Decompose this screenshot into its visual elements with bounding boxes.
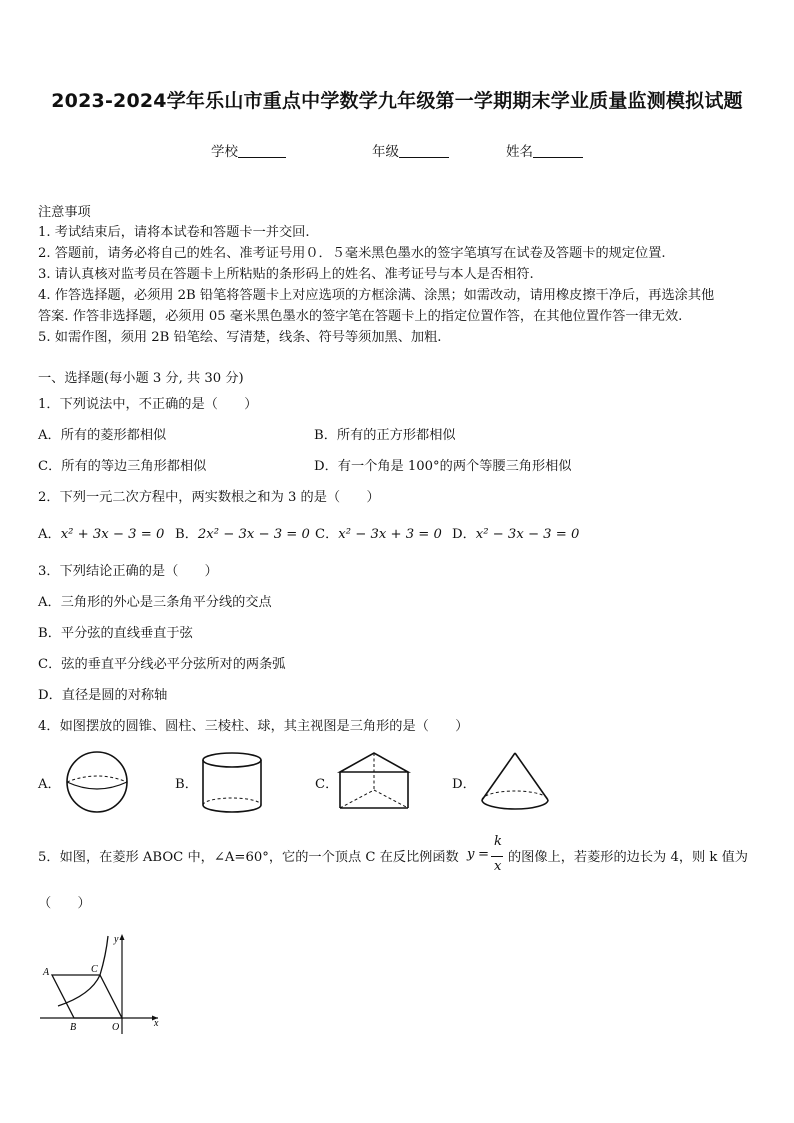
q3-option-d: D．直径是圆的对称轴 (38, 688, 168, 703)
q3-stem: 3．下列结论正确的是（ ） (38, 564, 218, 579)
q1-option-d: D．有一个角是 100°的两个等腰三角形相似 (314, 459, 572, 474)
school-blank (238, 143, 286, 158)
sphere-figure (62, 750, 132, 814)
page-title: 2023-2024学年乐山市重点中学数学九年级第一学期期末学业质量监测模拟试题 (51, 90, 743, 112)
q2-option-b (175, 524, 310, 545)
notes-heading: 注意事项 (38, 205, 91, 220)
school-label: 学校 (211, 144, 238, 160)
q4-option-a-label: A． (38, 777, 61, 792)
q2-c-expr: x² − 3x + 3 = 0 (338, 527, 442, 542)
q4-option-d-label: D． (452, 777, 476, 792)
note-item: 2. 答题前，请务必将自己的姓名、准考证号用０．５毫米黑色墨水的签字笔填写在试卷及答题卡的规定位置. (38, 246, 666, 261)
q2-option-d (452, 524, 579, 545)
q1-option-b: B．所有的正方形都相似 (314, 428, 456, 443)
q5-func-numerator: k (494, 834, 502, 849)
q3-option-c: C．弦的垂直平分线必平分弦所对的两条弧 (38, 657, 286, 672)
q5-point-o-label: O (112, 1022, 120, 1033)
q4-option-c-label: C． (315, 777, 339, 792)
q2-d-label: D． (452, 527, 476, 542)
q3-option-b: B．平分弦的直线垂直于弦 (38, 626, 193, 641)
grade-label: 年级 (372, 144, 399, 160)
q5-point-b-label: B (70, 1022, 77, 1033)
note-item: 4. 作答选择题，必须用 2B 铅笔将答题卡上对应选项的方框涂满、涂黑；如需改动，请用橡皮擦干净后，再选涂其他 (38, 288, 715, 303)
q2-a-label: A． (38, 527, 61, 542)
grade-field (372, 140, 449, 160)
note-item: 1. 考试结束后，请将本试卷和答题卡一并交回. (38, 225, 310, 240)
q4-stem: 4．如图摆放的圆锥、圆柱、三棱柱、球，其主视图是三角形的是（ ） (38, 719, 469, 734)
name-field (506, 140, 583, 160)
q2-stem: 2．下列一元二次方程中，两实数根之和为 3 的是（ ） (38, 490, 380, 505)
q5-func-y: y (467, 847, 475, 862)
q3-option-a: A．三角形的外心是三条角平分线的交点 (38, 595, 272, 610)
q5-answer-paren: （ ） (38, 896, 91, 911)
q5-function-expression (467, 834, 507, 878)
q5-y-axis-label: y (114, 934, 119, 945)
q2-d-expr: x² − 3x − 3 = 0 (475, 527, 580, 542)
school-field (211, 140, 286, 160)
q2-c-label: C． (315, 527, 339, 542)
note-item: 5. 如需作图，须用 2B 铅笔绘、写清楚，线条、符号等须加黑、加粗. (38, 330, 442, 345)
q2-b-expr: 2x² − 3x − 3 = 0 (197, 527, 310, 542)
q2-a-expr: x² + 3x − 3 = 0 (60, 527, 165, 542)
note-item: 3. 请认真核对监考员在答题卡上所粘贴的条形码上的姓名、准考证号与本人是否相符. (38, 267, 534, 282)
cone-figure (478, 750, 552, 816)
q5-point-a-label: A (43, 967, 50, 978)
q1-option-c: C．所有的等边三角形都相似 (38, 459, 207, 474)
grade-blank (399, 143, 449, 158)
q5-x-axis-label: x (154, 1018, 159, 1029)
q2-option-a (38, 524, 164, 545)
q5-func-denominator: x (494, 859, 502, 874)
triangular-prism-figure (336, 750, 412, 812)
q5-func-eq: = (478, 847, 490, 862)
q4-option-b-label: B． (175, 777, 198, 792)
cylinder-figure (200, 750, 266, 816)
name-label: 姓名 (506, 144, 533, 160)
name-blank (533, 143, 583, 158)
q5-rhombus-graph (36, 930, 166, 1036)
q1-option-a: A．所有的菱形都相似 (38, 428, 167, 443)
q5-fraction-bar (491, 856, 503, 857)
q5-stem-part2: 的图像上，若菱形的边长为 4，则 k 值为 (508, 850, 748, 865)
section-heading: 一、选择题(每小题 3 分, 共 30 分) (38, 371, 244, 386)
q5-stem-part1: 5．如图，在菱形 ABOC 中，∠A=60°，它的一个顶点 C 在反比例函数 (38, 850, 459, 865)
q5-point-c-label: C (91, 964, 98, 975)
q2-option-c (315, 524, 442, 545)
q2-b-label: B． (175, 527, 198, 542)
q1-stem: 1．下列说法中，不正确的是（ ） (38, 397, 258, 412)
note-item: 答案. 作答非选择题，必须用 05 毫米黑色墨水的签字笔在答题卡上的指定位置作答，在其他位置作答一律无效. (38, 309, 683, 324)
